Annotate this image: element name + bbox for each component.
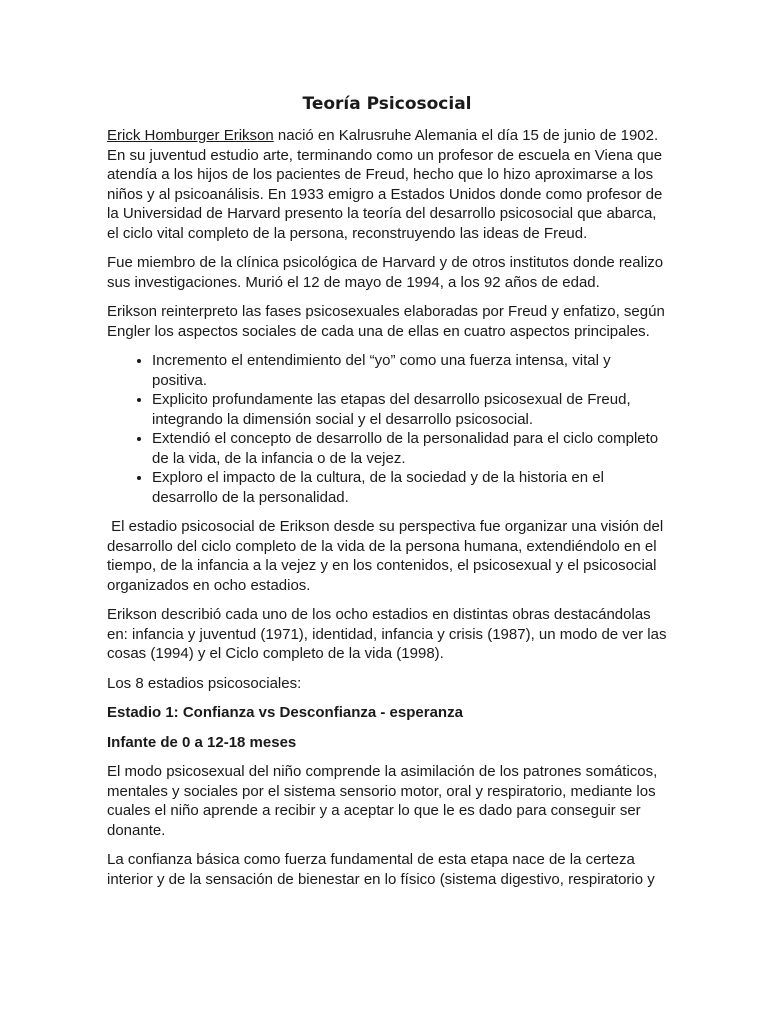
bullet-list <box>107 351 667 507</box>
list-item: • Incremento el entendimiento del “yo” como una fuerza intensa, vital y positiva. <box>152 351 667 390</box>
paragraph-2: Fue miembro de la clínica psicológica de Harvard y de otros institutos donde realizo sus investigaciones. Murió el 12 de mayo de 1994, a los 92 años de edad. <box>107 254 664 291</box>
paragraph-intro <box>107 126 667 243</box>
author-name-link[interactable]: Erick Homburger Erikson <box>107 127 274 144</box>
paragraph-intro-text: nació en Kalrusruhe Alemania el día 15 de junio de 1902. En su juventud estudio arte, terminando como un profesor de escuela en Viena que atendía a los hijos de los pacientes de Freud, hecho que lo hizo aproximarse a los niños y al psicoanálisis. En 1933 emigro a Estados Unidos donde como profesor de la Universidad de Harvard presento la teoría del desarrollo psicosocial que abarca, el ciclo vital completo de la persona, reconstruyendo las ideas de Freud. <box>107 127 663 242</box>
paragraph-4: El estadio psicosocial de Erikson desde su perspectiva fue organizar una visión del desarrollo del ciclo completo de la vida de la persona humana, extendiéndolo en el tiempo, de la infancia a la vejez y en los contenidos, el psicosexual y el psicosocial organizados en ocho estadios. <box>107 518 668 594</box>
list-item: • Exploro el impacto de la cultura, de la sociedad y de la historia en el desarrollo de la personalidad. <box>152 468 667 507</box>
document-title: Teoría Psicosocial <box>302 94 472 114</box>
paragraph-8: La confianza básica como fuerza fundamental de esta etapa nace de la certeza interior y de la sensación de bienestar en lo físico (sistema digestivo, respiratorio y <box>107 851 655 888</box>
age-heading: Infante de 0 a 12-18 meses <box>107 733 297 751</box>
paragraph-3: Erikson reinterpreto las fases psicosexuales elaboradas por Freud y enfatizo, según Engler los aspectos sociales de cada una de ellas en cuatro aspectos principales. <box>107 303 665 340</box>
document-content <box>107 93 667 899</box>
paragraph-7: El modo psicosexual del niño comprende la asimilación de los patrones somáticos, mentales y sociales por el sistema sensorio motor, oral y respiratorio, mediante los cuales el niño aprende a recibir y a aceptar lo que le es dado para conseguir ser donante. <box>107 763 658 839</box>
paragraph-6: Los 8 estadios psicosociales: <box>107 674 302 692</box>
stage-heading: Estadio 1: Confianza vs Desconfianza - esperanza <box>107 704 463 721</box>
list-item: • Explicito profundamente las etapas del desarrollo psicosexual de Freud, integrando la dimensión social y el desarrollo psicosocial. <box>152 390 667 429</box>
list-item: • Extendió el concepto de desarrollo de la personalidad para el ciclo completo de la vida, de la infancia o de la vejez. <box>152 429 667 468</box>
paragraph-5: Erikson describió cada uno de los ocho estadios en distintas obras destacándolas en: infancia y juventud (1971), identidad, infancia y crisis (1987), un modo de ver las cosas (1994) y el Ciclo completo de la vida (1998). <box>107 606 667 662</box>
